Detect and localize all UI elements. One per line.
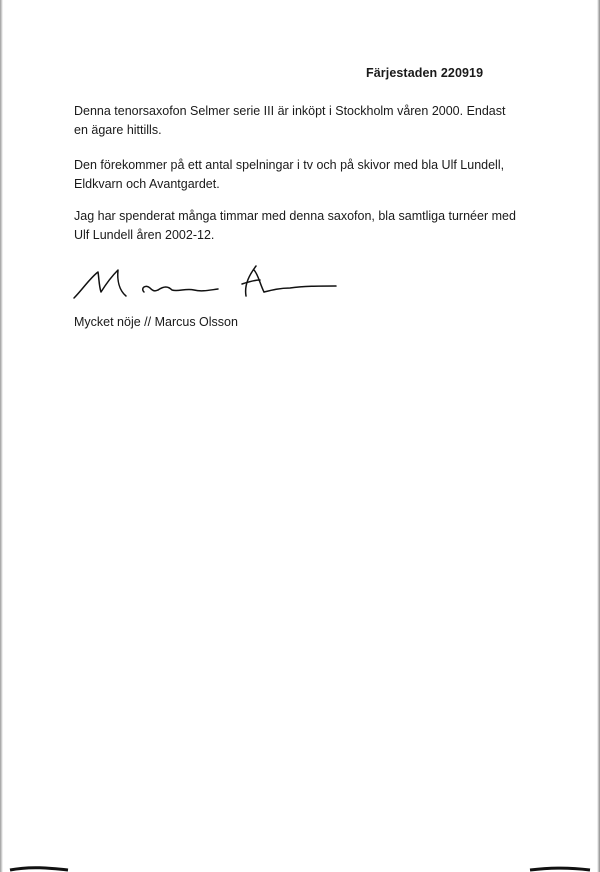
paragraph-purchase xyxy=(74,102,554,140)
paragraph-appearances xyxy=(74,156,554,194)
paragraph-line: en ägare hittills. xyxy=(74,123,162,137)
scan-bottom-edge xyxy=(0,858,600,872)
paragraph-tours xyxy=(74,207,554,245)
place-and-date: Färjestaden 220919 xyxy=(366,66,484,80)
paragraph-line: Denna tenorsaxofon Selmer serie III är inköpt i Stockholm våren 2000. Endast xyxy=(74,104,506,118)
paragraph-line: Eldkvarn och Avantgardet. xyxy=(74,177,220,191)
paragraph-line: Jag har spenderat många timmar med denna saxofon, bla samtliga turnéer med xyxy=(74,209,516,223)
scan-edge-left xyxy=(0,0,3,872)
paragraph-line: Ulf Lundell åren 2002-12. xyxy=(74,228,215,242)
closing-line: Mycket nöje // Marcus Olsson xyxy=(74,315,238,329)
paragraph-line: Den förekommer på ett antal spelningar i tv och på skivor med bla Ulf Lundell, xyxy=(74,158,505,172)
handwritten-signature xyxy=(68,262,348,306)
